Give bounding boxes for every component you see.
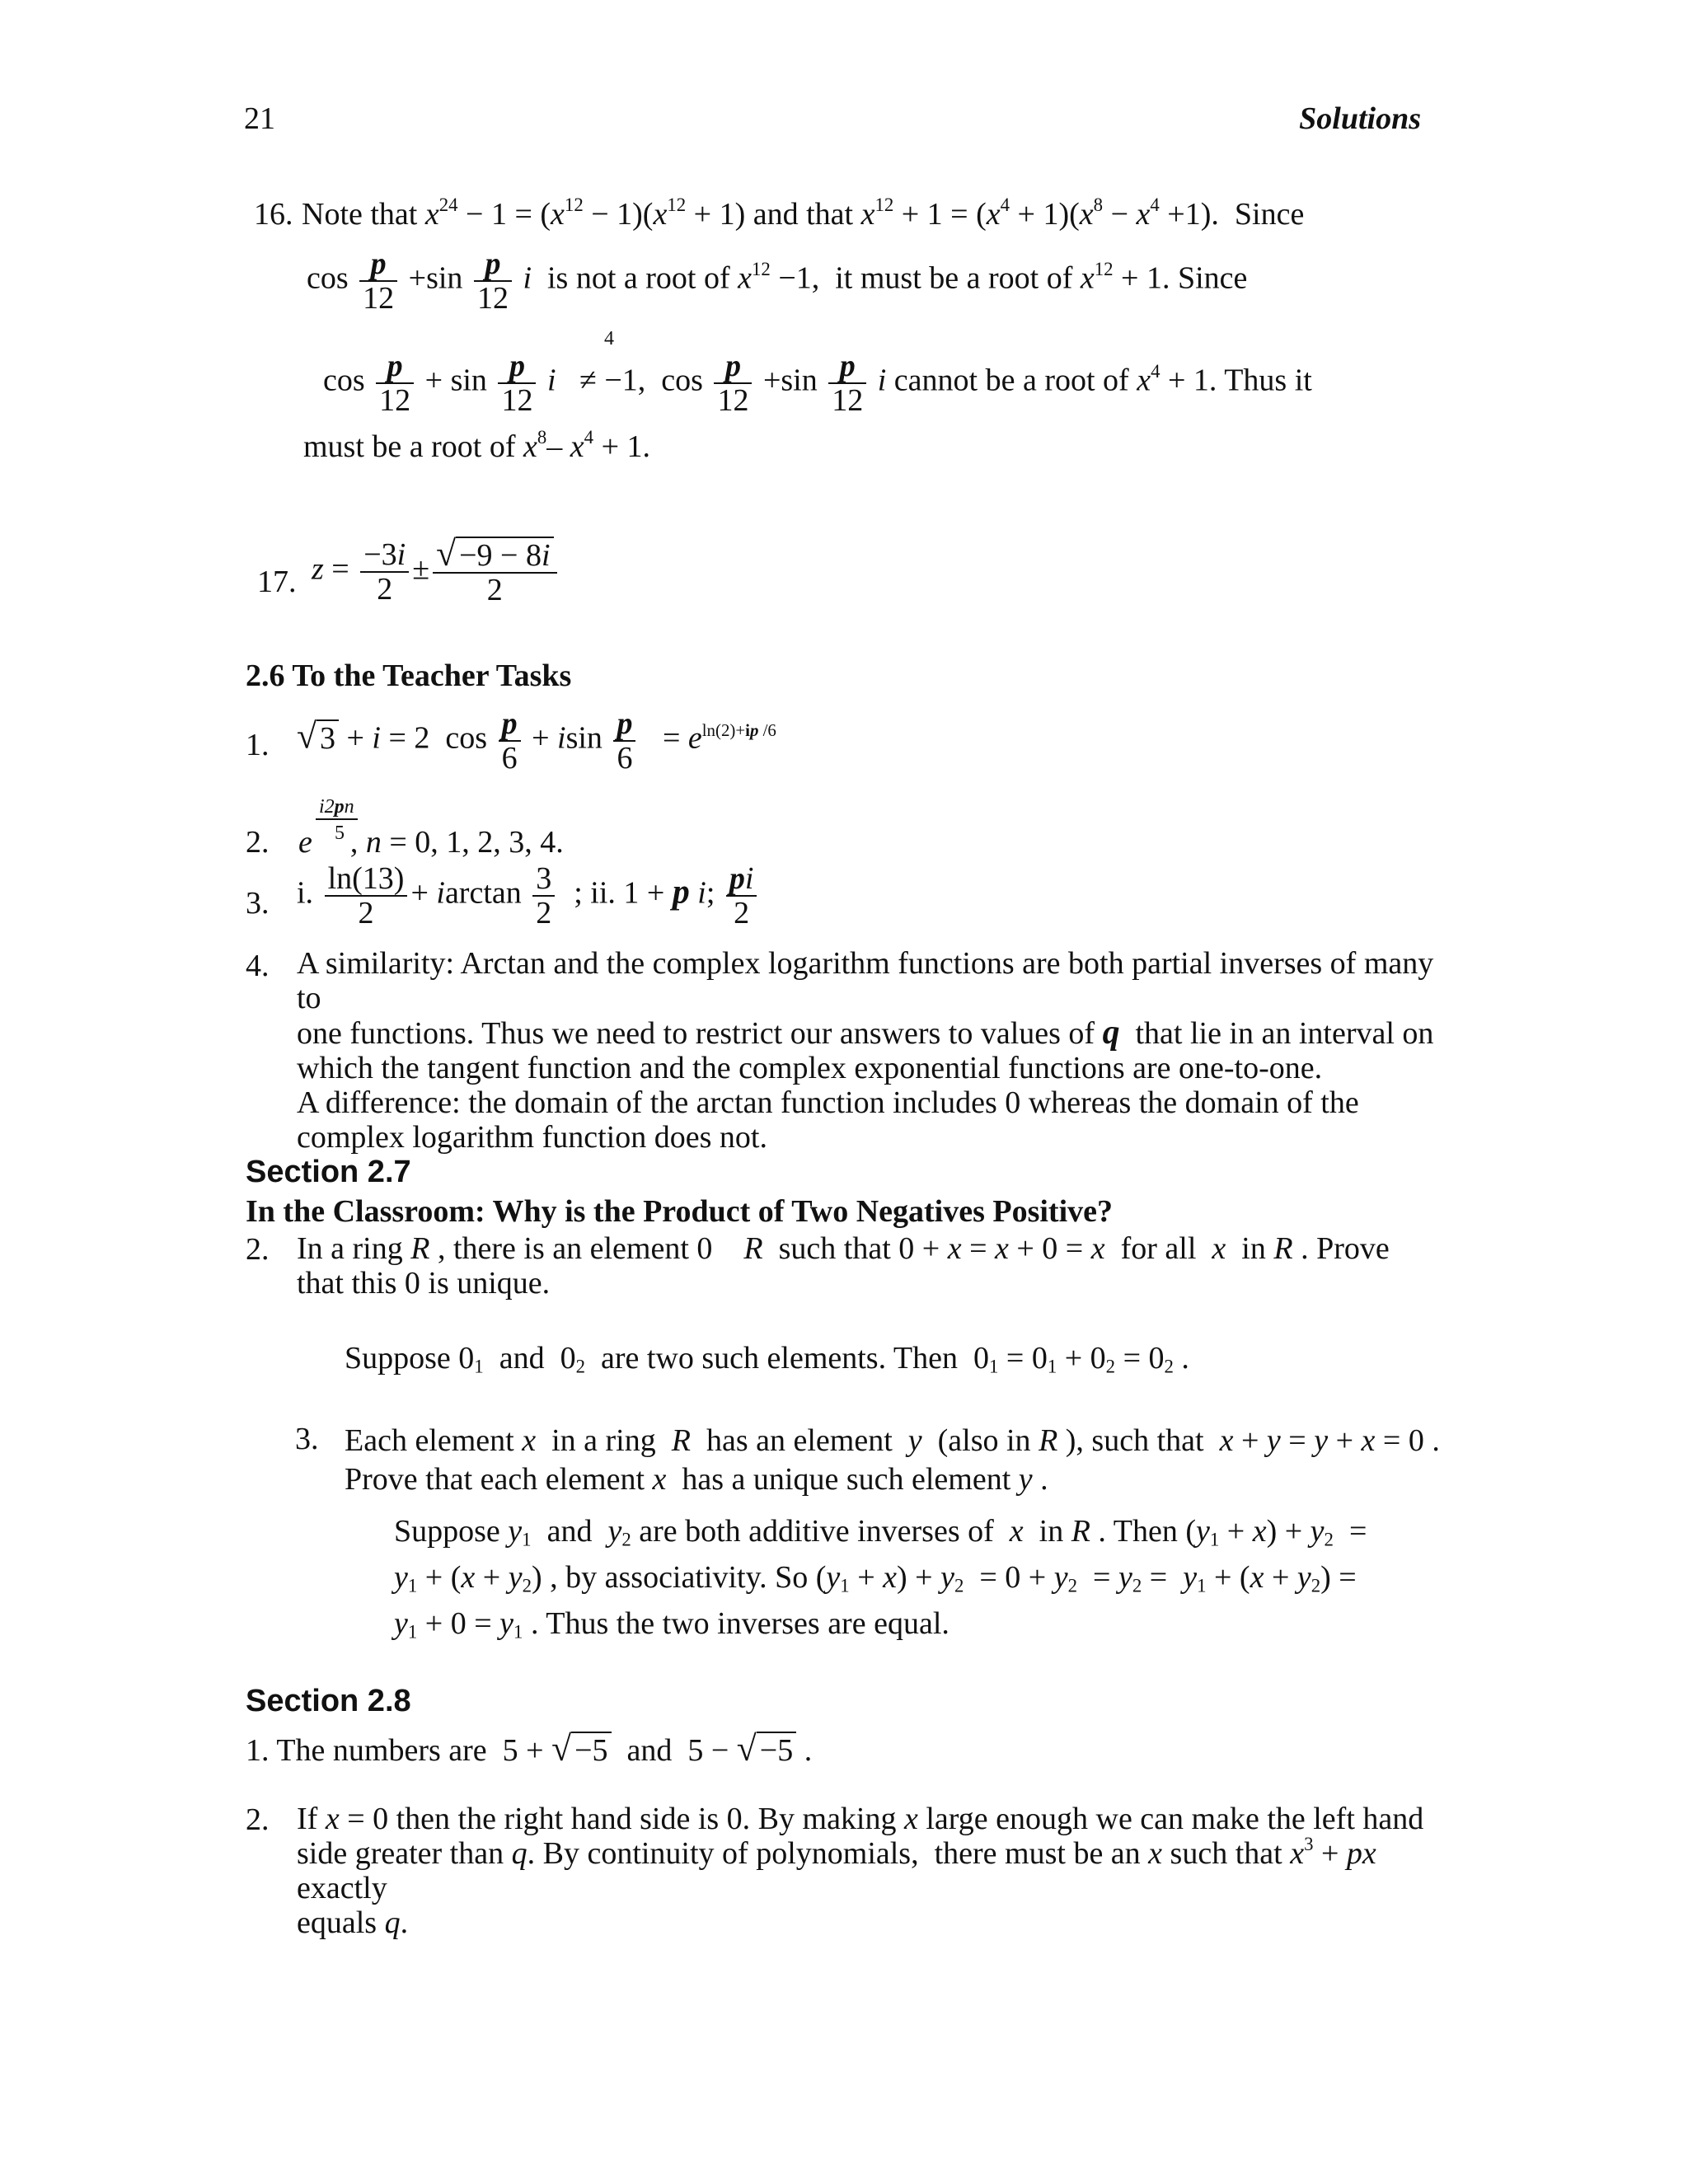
- section-2-8-item-2-number: 2.: [246, 1802, 270, 1837]
- running-header: Solutions: [1299, 101, 1421, 136]
- page-number: 21: [244, 101, 275, 136]
- s28-item2-line2: side greater than q. By continuity of polynomials, there must be an x such that $x^3$ + px exactly: [297, 1834, 1376, 1905]
- s27-item3-line1: Each element x in a ring R has an element y (also in R ), such that x + y = y + x = 0 .: [345, 1423, 1440, 1458]
- problem-16-line4: must be a root of $x^8-$ $x^4 + 1$.: [303, 427, 651, 464]
- s27-item2-line2: that this 0 is unique.: [297, 1266, 551, 1301]
- problem-16-line1: [302, 196, 1421, 232]
- section-2-7-subheading: In the Classroom: Why is the Product of Two Negatives Positive?: [246, 1194, 1114, 1229]
- s27-item3-answer-line1: Suppose $y_1$ and $y_2$ are both additive inverses of x in R . Then $(y_1 + x) + y_2$ =: [394, 1514, 1367, 1550]
- section-2-7-item-3: [345, 1419, 1441, 1497]
- task-2-line: e , n = 0, 1, 2, 3, 4.: [298, 825, 564, 860]
- s27-item3-answer-line2: $y_1 + (x + y_2)$ , by associativity. So $(y_1 + x) + y_2 = 0 + y_2 = y_2 = y_1 + (x + y_2)$ =: [394, 1560, 1357, 1596]
- section-2-8-item-2: [297, 1802, 1434, 1940]
- task-4-line5: complex logarithm function does not.: [297, 1120, 767, 1155]
- section-2-7-item-3-number: 3.: [295, 1422, 319, 1456]
- task-4-number: 4.: [246, 949, 270, 983]
- section-2-7-heading: Section 2.7: [246, 1155, 411, 1189]
- task-2-number: 2.: [246, 825, 270, 860]
- section-2-7-item-2-answer: Suppose $0_1$ and $0_2$ are two such elements. Then $0_1 = 0_1 + 0_2 = 0_2$ .: [345, 1341, 1189, 1377]
- s27-item3-answer-line3: $y_1 + 0 = y_1$ . Thus the two inverses are equal.: [394, 1606, 950, 1643]
- task-1-formula: √ 3 + i = 2 cos $\frac{p}{6}$ + isin $\frac{p}{6}$ = $e^{ln(2)+ip /6}$: [297, 706, 776, 776]
- s28-item2-line1: If x = 0 then the right hand side is 0. By making x large enough we can make the left hand: [297, 1802, 1424, 1836]
- exponent-4: 4: [604, 328, 614, 349]
- section-2-7-item-3-answer: [394, 1508, 1441, 1647]
- task-2-exponent: i2pn: [316, 796, 358, 820]
- section-2-7-item-2-number: 2.: [246, 1232, 270, 1267]
- task-1-number: 1.: [246, 728, 270, 762]
- task-4-text: [297, 946, 1434, 1155]
- problem-16-number: 16.: [254, 197, 293, 232]
- section-2-8-heading: Section 2.8: [246, 1684, 411, 1718]
- task-4-line1: A similarity: Arctan and the complex logarithm functions are both partial inverses of many to: [297, 946, 1434, 1015]
- task-2-exponent-denominator: 5: [335, 823, 345, 844]
- task-4-line2: one functions. Thus we need to restrict our answers to values of q that lie in an interval on: [297, 1014, 1434, 1052]
- s27-item3-line2: Prove that each element x has a unique such element y .: [345, 1462, 1048, 1497]
- s28-item2-line3: equals q.: [297, 1905, 409, 1940]
- section-2-7-item-2: [297, 1231, 1434, 1301]
- problem-17-number: 17.: [257, 565, 297, 599]
- problem-16-line3: cos $\frac{p}{12}$ + sin $\frac{p}{12}$ i ≠ −1, cos $\frac{p}{12}$ +sin $\frac{p}{12}$ i cannot be a root of $x^4 + 1$. Thus it: [323, 349, 1312, 418]
- task-4-line3: which the tangent function and the complex exponential functions are one-to-one.: [297, 1051, 1323, 1085]
- task-4-line4: A difference: the domain of the arctan function includes 0 whereas the domain of the: [297, 1085, 1359, 1120]
- task-3-number: 3.: [246, 886, 270, 921]
- task-3-formula: i. $\frac{\ln(13)}{2}$ + iarctan $\frac{3}{2}$ ; ii. 1 + p i; $\frac{pi}{2}$: [297, 862, 760, 930]
- section-2-8-item-1: 1. The numbers are 5 + √ −5 and 5 − √ −5 .: [246, 1729, 813, 1769]
- s27-item2-line1: In a ring R , there is an element 0 R such that 0 + x = x + 0 = x for all x in R . Prove: [297, 1231, 1390, 1266]
- p16-line1-text: Note that $x^{24} - 1 = (x^{12} - 1)(x^{12} + 1)$ and that $x^{12} + 1 = (x^4 + 1)(x^8 - x^4 +1)$. Since: [302, 194, 1305, 232]
- tasks-heading: 2.6 To the Teacher Tasks: [246, 658, 572, 693]
- problem-17-formula: z = $\frac{-3i}{2}$ ± $\frac{√ -9 - 8i}{2}$: [312, 537, 560, 607]
- problem-16-line2: cos $\frac{p}{12}$ +sin $\frac{p}{12}$ i is not a root of $x^{12} -1$, it must be a root of $x^{12} + 1$. Since: [307, 246, 1248, 316]
